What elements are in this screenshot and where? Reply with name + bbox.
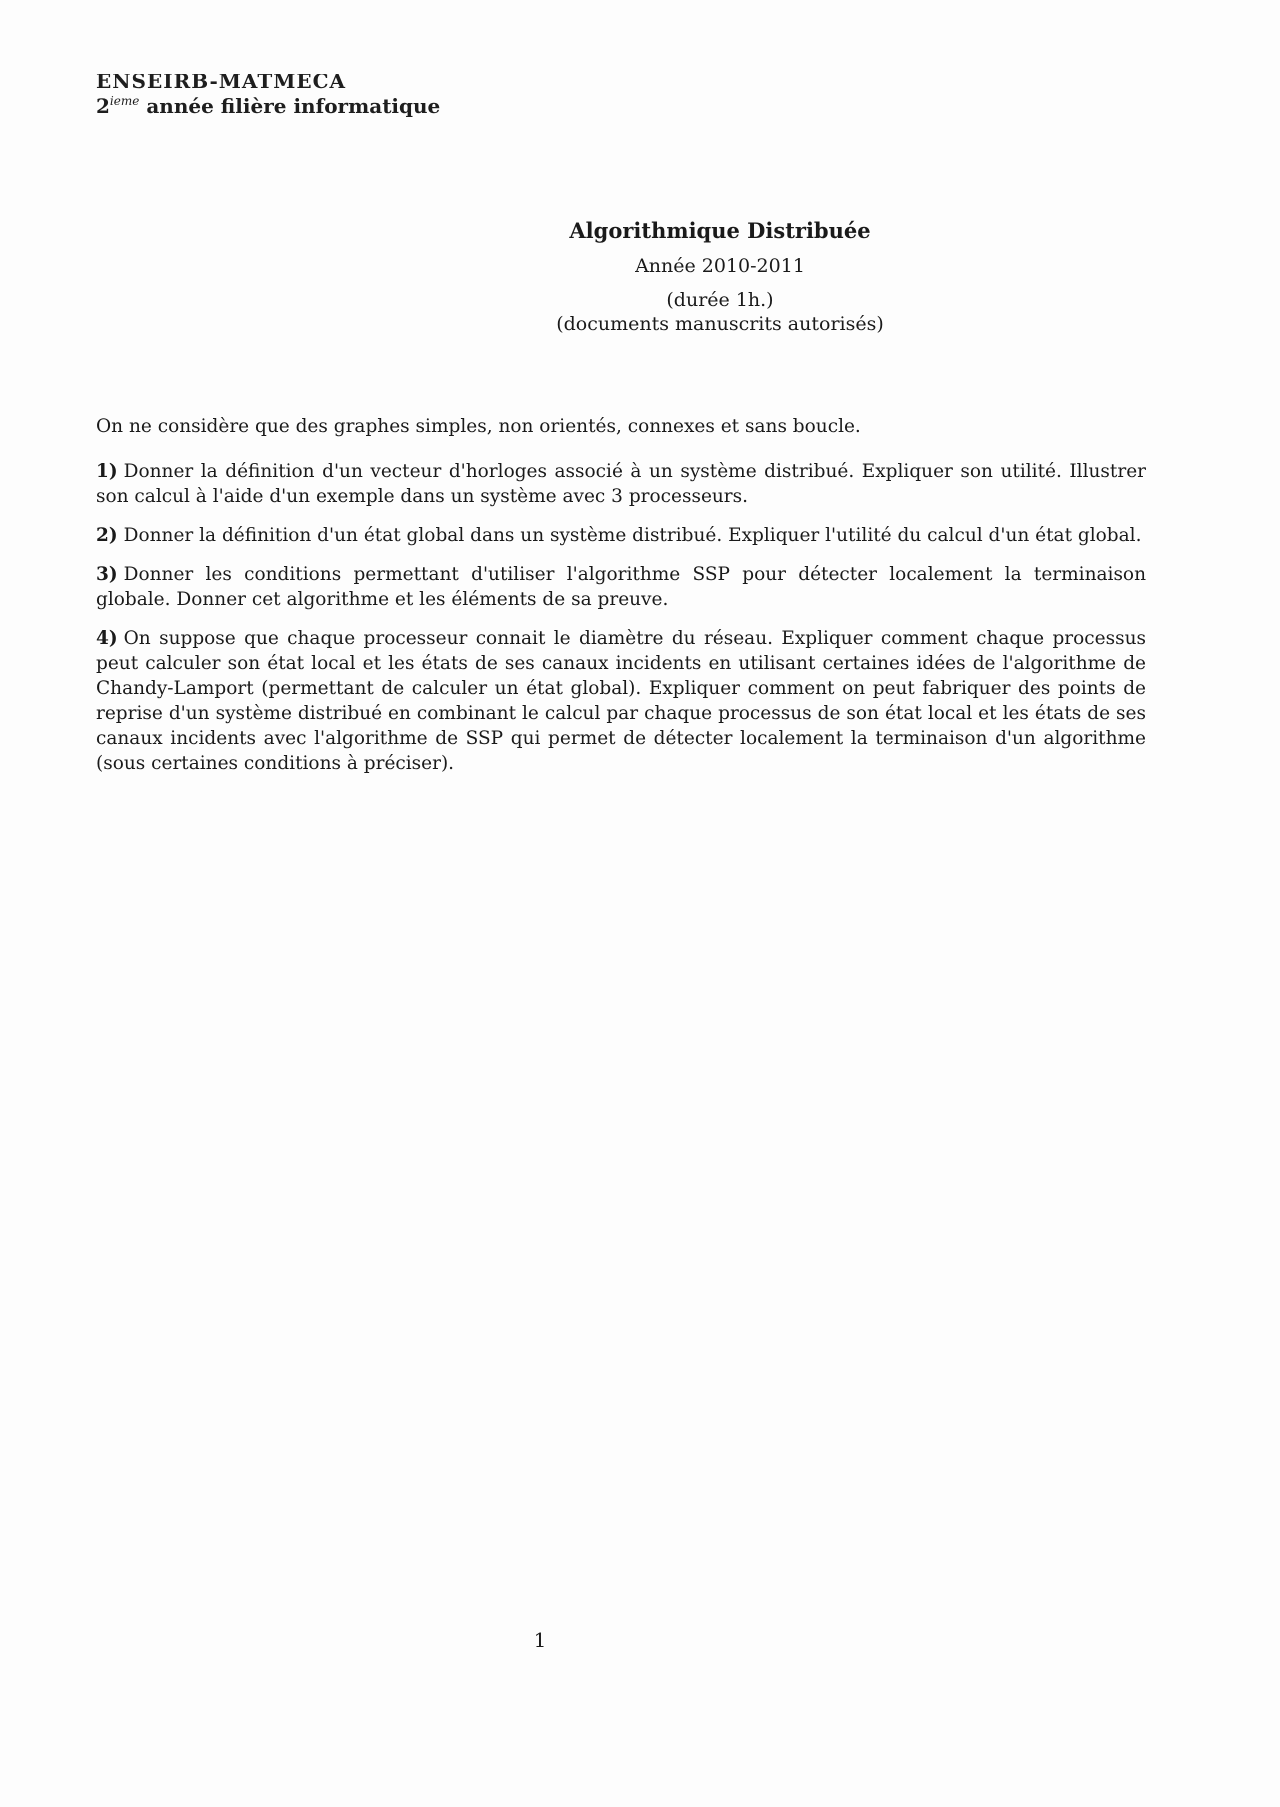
question-2 xyxy=(96,523,1146,548)
question-number: 4) xyxy=(96,628,118,649)
track-line xyxy=(96,94,440,118)
question-text: On suppose que chaque processeur connait le diamètre du réseau. Expliquer comment chaque processus peut calculer son état local et les états de ses canaux incidents en utilisant certaines idées de l'algorithme de Chandy-Lamport (permettant de calculer un état global). Expliquer comment on peut fabriquer des points de reprise d'un système distribué en combinant le calcul par chaque processus de son état local et les états de ses canaux incidents avec l'algorithme de SSP qui permet de détecter localement la terminaison d'un algorithme (sous certaines conditions à préciser). xyxy=(96,628,1146,774)
question-number: 2) xyxy=(96,525,118,546)
title-block xyxy=(0,218,1280,335)
academic-year: Année 2010-2011 xyxy=(635,255,805,277)
question-text: Donner les conditions permettant d'utiliser l'algorithme SSP pour détecter localement la terminaison globale. Donner cet algorithme et les éléments de sa preuve. xyxy=(96,564,1146,610)
question-3 xyxy=(96,562,1146,612)
question-text: Donner la définition d'un état global dans un système distribué. Expliquer l'utilité du calcul d'un état global. xyxy=(123,525,1142,546)
question-1 xyxy=(96,459,1146,509)
question-number: 3) xyxy=(96,564,118,585)
question-text: Donner la définition d'un vecteur d'horloges associé à un système distribué. Expliquer son utilité. Illustrer son calcul à l'aide d'un exemple dans un système avec 3 processeurs. xyxy=(96,461,1146,507)
intro-text: On ne considère que des graphes simples, non orientés, connexes et sans boucle. xyxy=(96,416,861,437)
exam-content xyxy=(96,414,1146,790)
track-name: année filière informatique xyxy=(146,94,441,118)
header xyxy=(96,74,440,118)
documents-note: (documents manuscrits autorisés) xyxy=(556,313,884,335)
school-name: ENSEIRB-MATMECA xyxy=(96,74,347,90)
page-number: 1 xyxy=(533,1628,547,1652)
question-number: 1) xyxy=(96,461,118,482)
question-4 xyxy=(96,626,1146,776)
year-suffix: ieme xyxy=(109,94,140,108)
year-ordinal: 2 xyxy=(96,94,110,118)
exam-duration: (durée 1h.) xyxy=(666,289,774,311)
exam-title: Algorithmique Distribuée xyxy=(569,218,871,243)
